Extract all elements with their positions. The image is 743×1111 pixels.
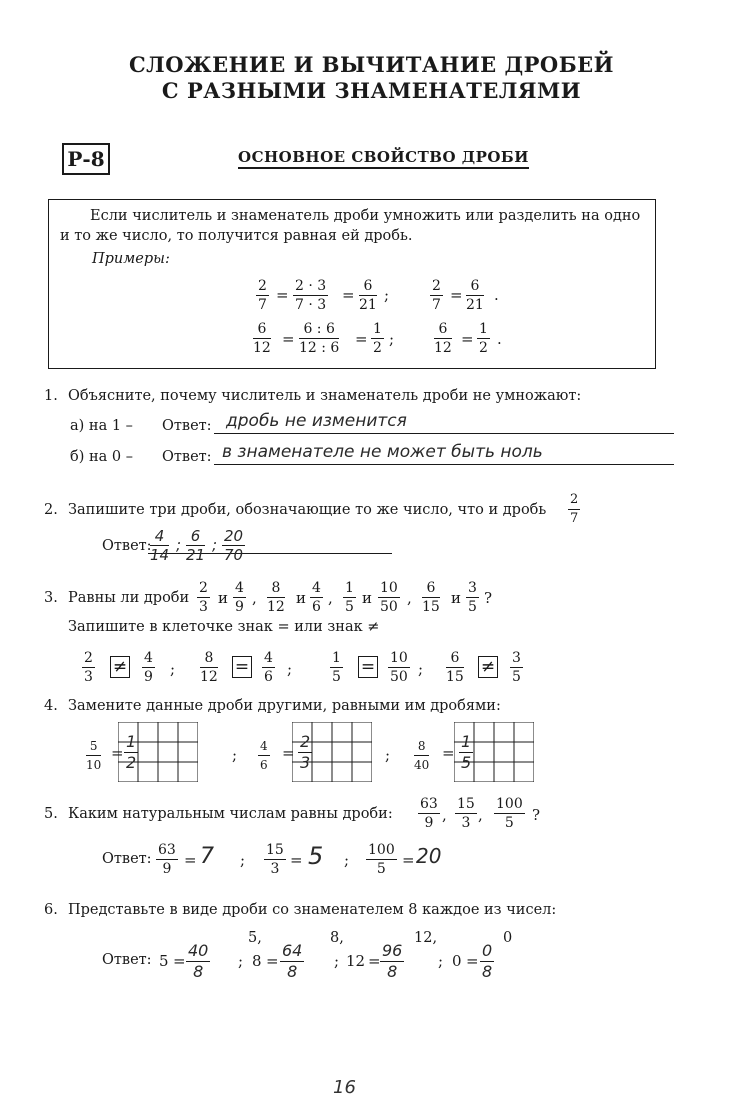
- section-title: ОСНОВНОЕ СВОЙСТВО ДРОБИ: [238, 148, 529, 169]
- task6-item1-n: 5: [159, 952, 169, 970]
- equals-sign: =: [111, 744, 124, 762]
- task3-pair1-sign-box[interactable]: ≠: [110, 656, 130, 678]
- task6-item4-n: 0: [452, 952, 462, 970]
- semicolon: ;: [240, 851, 246, 869]
- equals-sign: =: [450, 286, 463, 304]
- semicolon: ;: [238, 952, 244, 970]
- answer-label: Ответ:: [162, 418, 212, 434]
- equals-sign: =: [184, 851, 197, 869]
- example1-frac-e: 6 21: [466, 278, 484, 313]
- task4-item1-answer[interactable]: 1 2: [126, 732, 137, 772]
- page-title-line-2: С РАЗНЫМИ ЗНАМЕНАТЕЛЯМИ: [161, 78, 582, 103]
- semicolon: ;: [385, 746, 391, 764]
- equals-sign: =: [355, 330, 368, 348]
- task6-item4-answer[interactable]: 0 8: [482, 941, 493, 981]
- equals-sign: =: [368, 952, 381, 970]
- task3-instruction: Запишите в клеточке знак = или знак ≠: [68, 619, 380, 635]
- answer-label: Ответ:: [102, 952, 152, 968]
- task3-pair4-left: 6 15: [446, 650, 464, 685]
- example2-frac-e: 1 2: [479, 321, 488, 356]
- task3-q-frac: 8 12: [267, 580, 285, 615]
- equals-sign: =: [290, 851, 303, 869]
- task2-answer-frac-1[interactable]: 4 14: [150, 527, 170, 564]
- equals-sign: =: [282, 744, 295, 762]
- comma: ,: [478, 806, 483, 824]
- example2-frac-b: 6 : 6 12 : 6: [299, 321, 340, 356]
- task1-number: 1.: [44, 388, 58, 404]
- task6-number-12: 12,: [414, 930, 438, 946]
- equals-sign: =: [342, 286, 355, 304]
- semicolon: ;: [344, 851, 350, 869]
- task5-frac-2: 15 3: [457, 796, 475, 831]
- task3-question-start: Равны ли дроби: [68, 590, 190, 606]
- example2-frac-d: 6 12: [434, 321, 452, 356]
- equals-sign: =: [173, 952, 186, 970]
- task1-b-answer[interactable]: в знаменателе не может быть ноль: [222, 442, 543, 462]
- equals-sign: =: [442, 744, 455, 762]
- question-mark: ?: [484, 589, 493, 607]
- equals-sign: =: [282, 330, 295, 348]
- semicolon: ;: [334, 952, 340, 970]
- task5-number: 5.: [44, 806, 58, 822]
- task5-answer-1[interactable]: 7: [200, 844, 214, 869]
- comma: ,: [328, 589, 333, 607]
- answer-label: Ответ:: [162, 449, 212, 465]
- semicolon: ;: [384, 286, 390, 304]
- answer-label: Ответ:: [102, 851, 152, 867]
- task6-item3-answer[interactable]: 96 8: [382, 941, 403, 981]
- rule-text-line-2: и то же число, то получится равная ей дробь.: [60, 228, 413, 244]
- rule-box: [48, 199, 656, 369]
- equals-sign: =: [402, 851, 415, 869]
- task5-answer-frac-2: 15 3: [266, 842, 284, 877]
- task2-question: Запишите три дроби, обозначающие то же число, что и дробь: [68, 502, 547, 518]
- answer-label: Ответ:: [102, 538, 152, 554]
- section-id-box: Р-8: [62, 143, 110, 175]
- and-word: и: [451, 589, 461, 607]
- task6-number-0: 0: [503, 930, 513, 946]
- semicolon: ;: [438, 952, 444, 970]
- task3-pair1-left: 2 3: [84, 650, 93, 685]
- task3-pair3-sign-box[interactable]: =: [358, 656, 378, 678]
- task3-pair4-right: 3 5: [512, 650, 521, 685]
- task4-item2-given: 4 6: [260, 739, 268, 772]
- and-word: и: [218, 589, 228, 607]
- task4-item2-answer[interactable]: 2 3: [300, 732, 311, 772]
- and-word: и: [362, 589, 372, 607]
- equals-sign: =: [266, 952, 279, 970]
- task6-number: 6.: [44, 902, 58, 918]
- equals-sign: =: [461, 330, 474, 348]
- task3-q-frac: 2 3: [199, 580, 208, 615]
- rule-text-line-1: Если числитель и знаменатель дроби умножить или разделить на одно: [90, 208, 641, 224]
- example2-frac-a: 6 12: [253, 321, 271, 356]
- task3-q-frac: 10 50: [380, 580, 398, 615]
- task3-q-frac: 3 5: [468, 580, 477, 615]
- examples-label: Примеры:: [92, 251, 170, 267]
- semicolon: ;: [287, 660, 293, 678]
- semicolon: ;: [170, 660, 176, 678]
- task3-q-frac: 4 9: [235, 580, 244, 615]
- and-word: и: [296, 589, 306, 607]
- task5-answer-frac-3: 100 5: [368, 842, 395, 877]
- task6-item3-n: 12: [346, 952, 366, 970]
- task4-item3-given: 8 40: [414, 739, 430, 772]
- task4-item3-answer[interactable]: 1 5: [461, 732, 472, 772]
- semicolon: ;: [232, 746, 238, 764]
- answer-line: [214, 464, 674, 465]
- task4-item1-given: 5 10: [86, 739, 102, 772]
- semicolon: ;: [389, 330, 395, 348]
- comma: ,: [442, 806, 447, 824]
- task3-pair3-left: 1 5: [332, 650, 341, 685]
- task4-number: 4.: [44, 698, 58, 714]
- task2-fraction: 2 7: [570, 492, 579, 526]
- task6-item2-n: 8: [252, 952, 262, 970]
- equals-sign: =: [276, 286, 289, 304]
- task6-question: Представьте в виде дроби со знаменателем 8 каждое из чисел:: [68, 902, 557, 918]
- task2-answer-frac-3[interactable]: 20 70: [224, 527, 244, 564]
- task1-a-label: а) на 1 –: [70, 418, 133, 434]
- semicolon: ;: [418, 660, 424, 678]
- task5-question: Каким натуральным числам равны дроби:: [68, 806, 393, 822]
- task5-answer-2[interactable]: 5: [308, 842, 324, 870]
- task3-pair1-right: 4 9: [144, 650, 153, 685]
- task1-question: Объясните, почему числитель и знаменатель дроби не умножают:: [68, 388, 582, 404]
- task4-question: Замените данные дроби другими, равными им дробями:: [68, 698, 501, 714]
- task2-number: 2.: [44, 502, 58, 518]
- example1-frac-d: 2 7: [432, 278, 441, 313]
- task5-frac-3: 100 5: [496, 796, 523, 831]
- task5-frac-1: 63 9: [420, 796, 438, 831]
- task3-pair4-sign-box[interactable]: ≠: [478, 656, 498, 678]
- task6-number-8: 8,: [330, 930, 344, 946]
- answer-line: [148, 553, 392, 554]
- period: .: [494, 286, 499, 304]
- page-number: 16: [333, 1077, 356, 1098]
- comma: ,: [252, 589, 257, 607]
- equals-sign: =: [466, 952, 479, 970]
- example1-frac-a: 2 7: [258, 278, 267, 313]
- task5-answer-frac-1: 63 9: [158, 842, 176, 877]
- semicolon: ;: [212, 536, 218, 554]
- question-mark: ?: [532, 806, 541, 824]
- task3-q-frac: 4 6: [312, 580, 321, 615]
- period: .: [497, 330, 502, 348]
- task3-pair2-right: 4 6: [264, 650, 273, 685]
- task5-answer-3[interactable]: 20: [416, 844, 442, 868]
- task6-item1-answer[interactable]: 40 8: [188, 941, 209, 981]
- task3-number: 3.: [44, 590, 58, 606]
- example1-frac-b: 2 · 3 7 · 3: [295, 278, 327, 313]
- task2-answer-frac-2[interactable]: 6 21: [186, 527, 206, 564]
- page-title-line-1: СЛОЖЕНИЕ И ВЫЧИТАНИЕ ДРОБЕЙ: [128, 52, 615, 77]
- task3-pair2-left: 8 12: [200, 650, 218, 685]
- task1-a-answer[interactable]: дробь не изменится: [226, 411, 407, 431]
- task3-q-frac: 1 5: [345, 580, 354, 615]
- comma: ,: [407, 589, 412, 607]
- example2-frac-c: 1 2: [373, 321, 382, 356]
- task3-pair2-sign-box[interactable]: =: [232, 656, 252, 678]
- task1-b-label: б) на 0 –: [70, 449, 133, 465]
- answer-line: [214, 433, 674, 434]
- semicolon: ;: [176, 536, 182, 554]
- task3-q-frac: 6 15: [422, 580, 440, 615]
- task6-item2-answer[interactable]: 64 8: [282, 941, 303, 981]
- task6-number-5: 5,: [248, 930, 262, 946]
- task3-pair3-right: 10 50: [390, 650, 408, 685]
- example1-frac-c: 6 21: [359, 278, 377, 313]
